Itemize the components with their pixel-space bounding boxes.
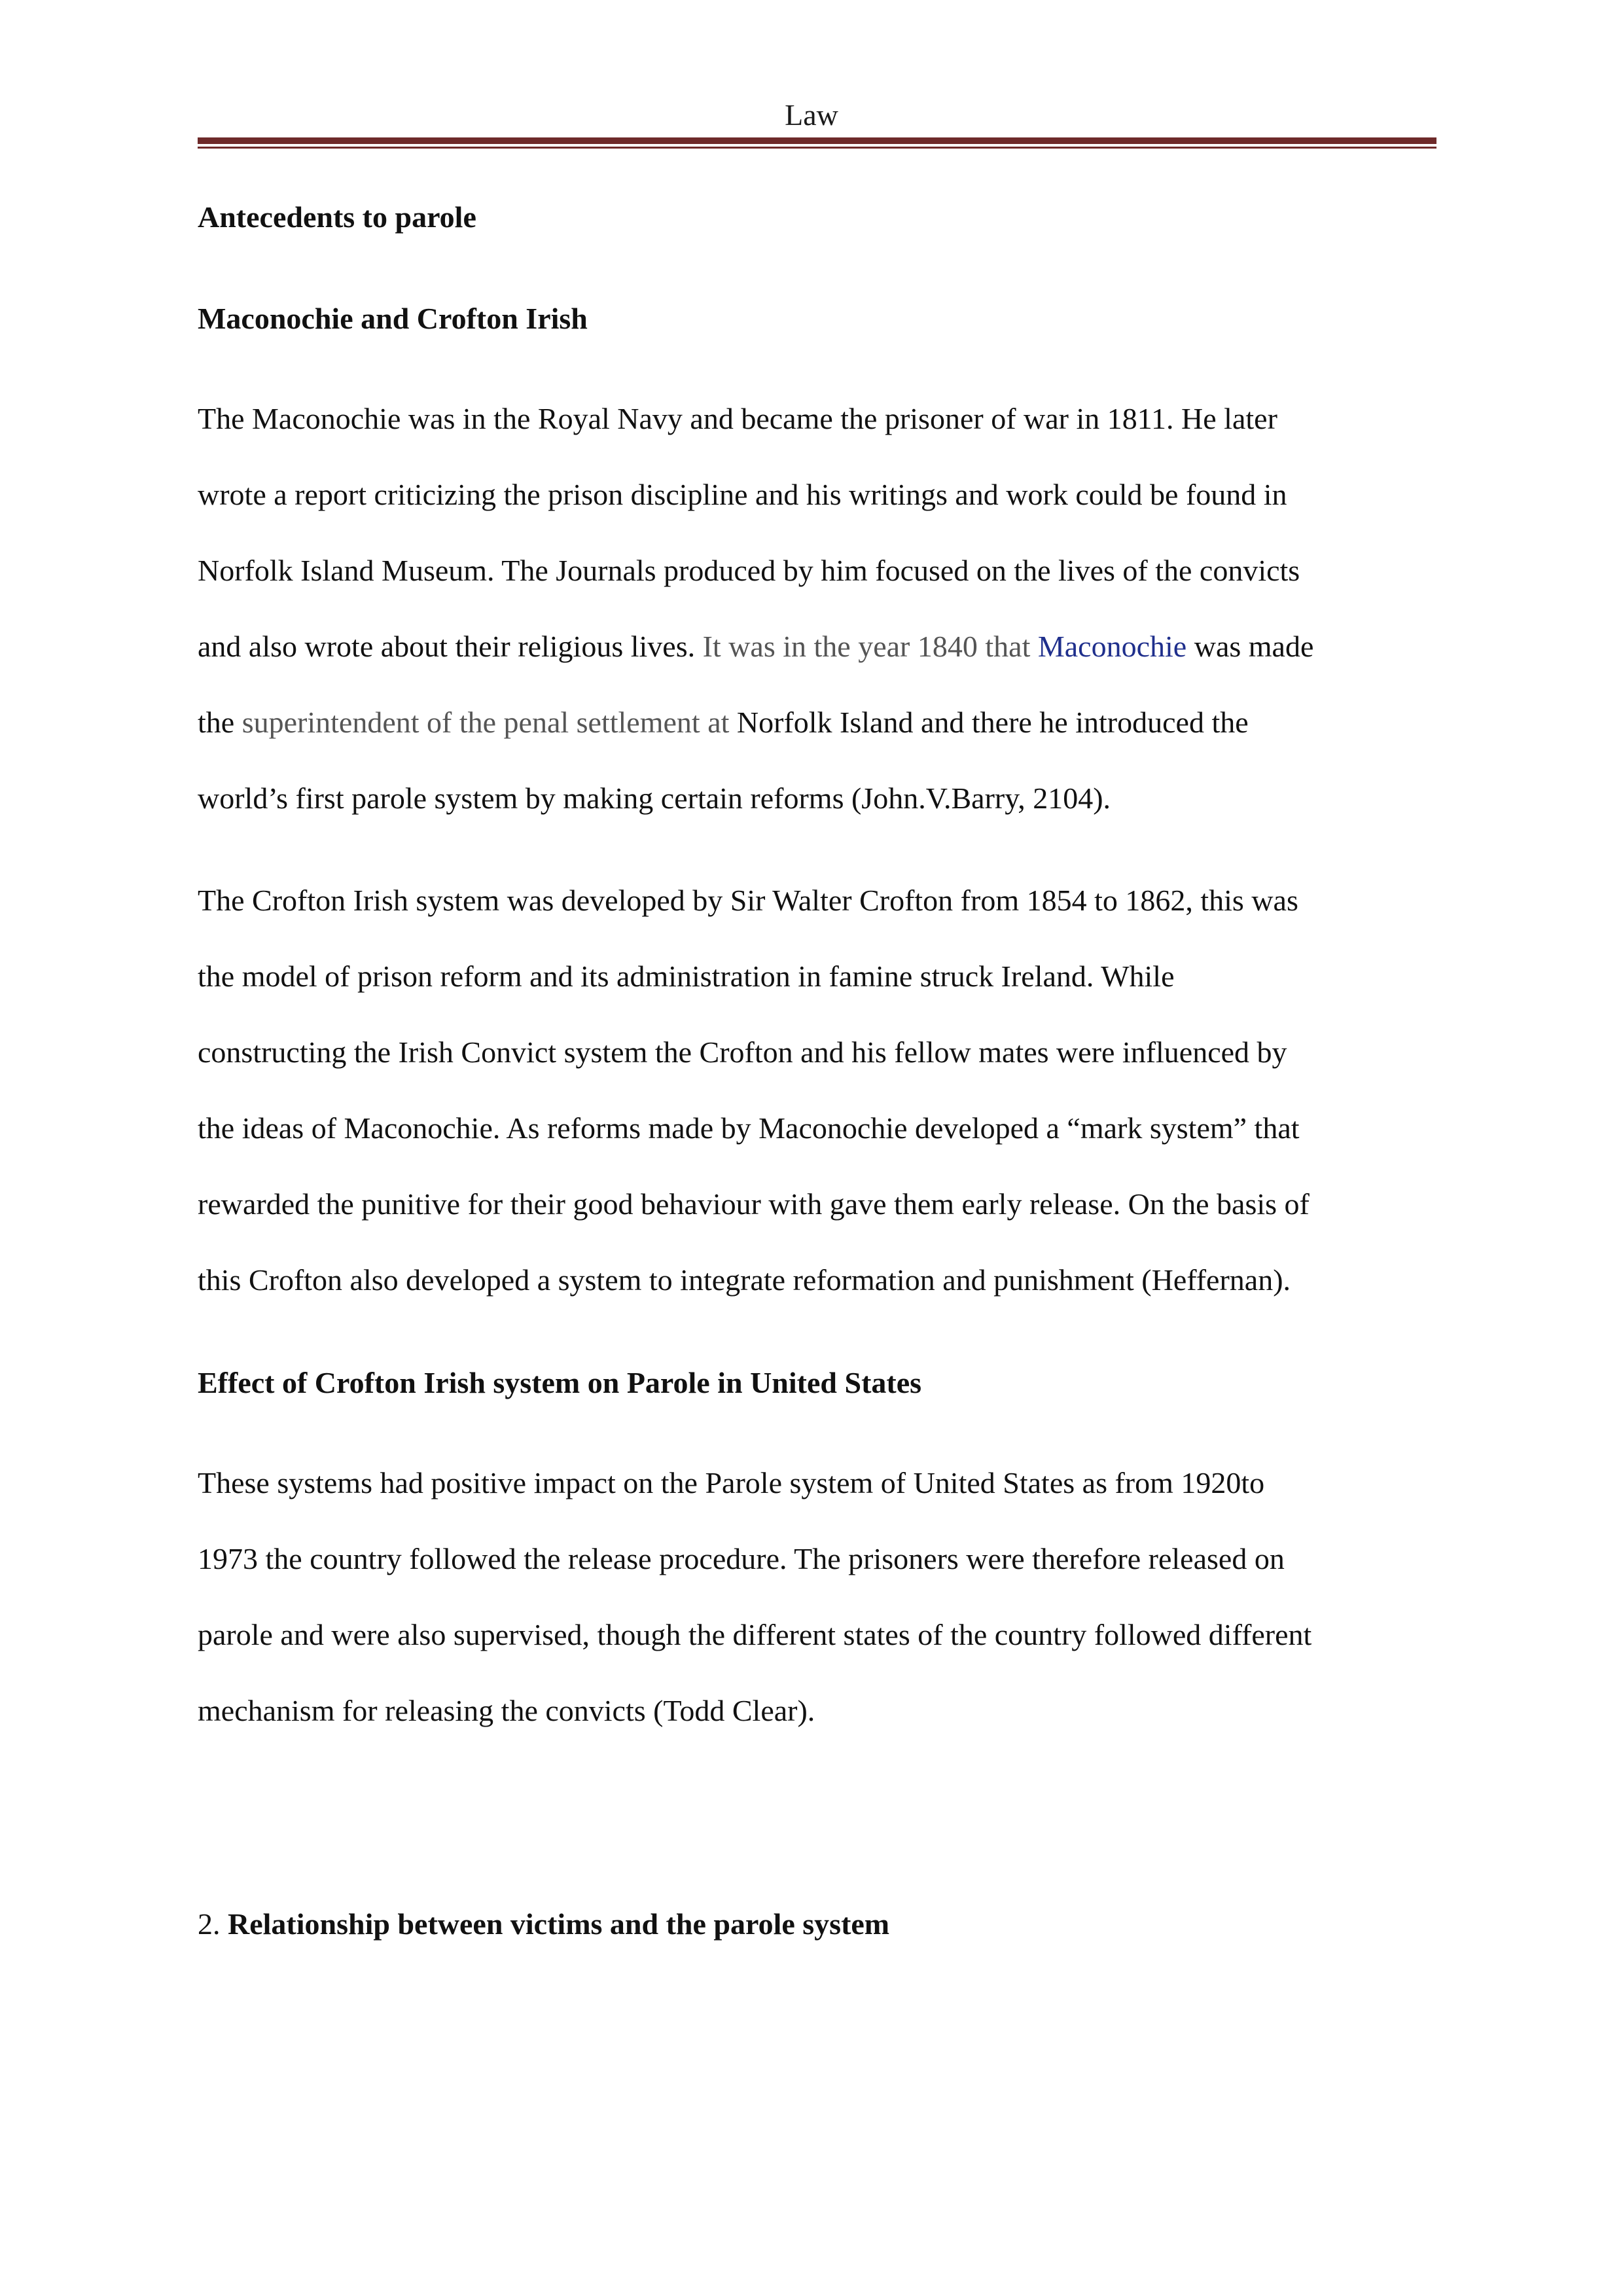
paragraph-line: the model of prison reform and its administration in famine struck Ireland. While <box>198 960 1175 993</box>
paragraph-line: this Crofton also developed a system to integrate reformation and punishment (Heffernan). <box>198 1263 1291 1297</box>
heading-title: Relationship between victims and the parole system <box>228 1907 890 1941</box>
text-run: and also wrote about their religious lives. <box>198 630 703 663</box>
text-run-muted: superintendent of the penal settlement at <box>241 706 730 739</box>
heading-antecedents: Antecedents to parole <box>198 200 476 234</box>
paragraph-line: mechanism for releasing the convicts (Todd Clear). <box>198 1694 815 1727</box>
paragraph-effect <box>198 1445 1441 1749</box>
paragraph-crofton <box>198 863 1441 1318</box>
text-run: Norfolk Island and there he introduced the <box>729 706 1249 739</box>
paragraph-line: Norfolk Island Museum. The Journals produced by him focused on the lives of the convicts <box>198 554 1300 587</box>
paragraph-line: The Crofton Irish system was developed by Sir Walter Crofton from 1854 to 1862, this was <box>198 884 1298 917</box>
maconochie-link[interactable]: Maconochie <box>1037 630 1187 663</box>
paragraph-line: parole and were also supervised, though the different states of the country followed different <box>198 1618 1312 1651</box>
page-header-title: Law <box>785 98 838 132</box>
paragraph-line <box>198 609 1441 685</box>
paragraph-maconochie <box>198 381 1441 836</box>
paragraph-line: The Maconochie was in the Royal Navy and became the prisoner of war in 1811. He later <box>198 402 1277 435</box>
heading-maconochie-crofton: Maconochie and Crofton Irish <box>198 302 588 335</box>
header-rule-thick <box>198 137 1436 144</box>
heading-relationship <box>198 1905 889 1944</box>
text-run: the <box>198 706 242 739</box>
heading-number: 2. <box>198 1907 228 1941</box>
header-rule-thin <box>198 147 1436 149</box>
paragraph-line: rewarded the punitive for their good behaviour with gave them early release. On the basis of <box>198 1187 1310 1221</box>
text-run-muted: It was in the year 1840 that <box>702 630 1038 663</box>
paragraph-line: constructing the Irish Convict system the Crofton and his fellow mates were influenced by <box>198 1035 1287 1069</box>
paragraph-line: 1973 the country followed the release procedure. The prisoners were therefore released on <box>198 1542 1285 1575</box>
paragraph-line: the ideas of Maconochie. As reforms made by Maconochie developed a “mark system” that <box>198 1111 1300 1145</box>
paragraph-line: wrote a report criticizing the prison discipline and his writings and work could be found in <box>198 478 1287 511</box>
paragraph-line: world’s first parole system by making certain reforms (John.V.Barry, 2104). <box>198 781 1111 815</box>
text-run: was made <box>1186 630 1314 663</box>
paragraph-line <box>198 685 1441 761</box>
paragraph-line: These systems had positive impact on the Parole system of United States as from 1920to <box>198 1466 1265 1499</box>
heading-effect-crofton: Effect of Crofton Irish system on Parole in United States <box>198 1366 922 1399</box>
